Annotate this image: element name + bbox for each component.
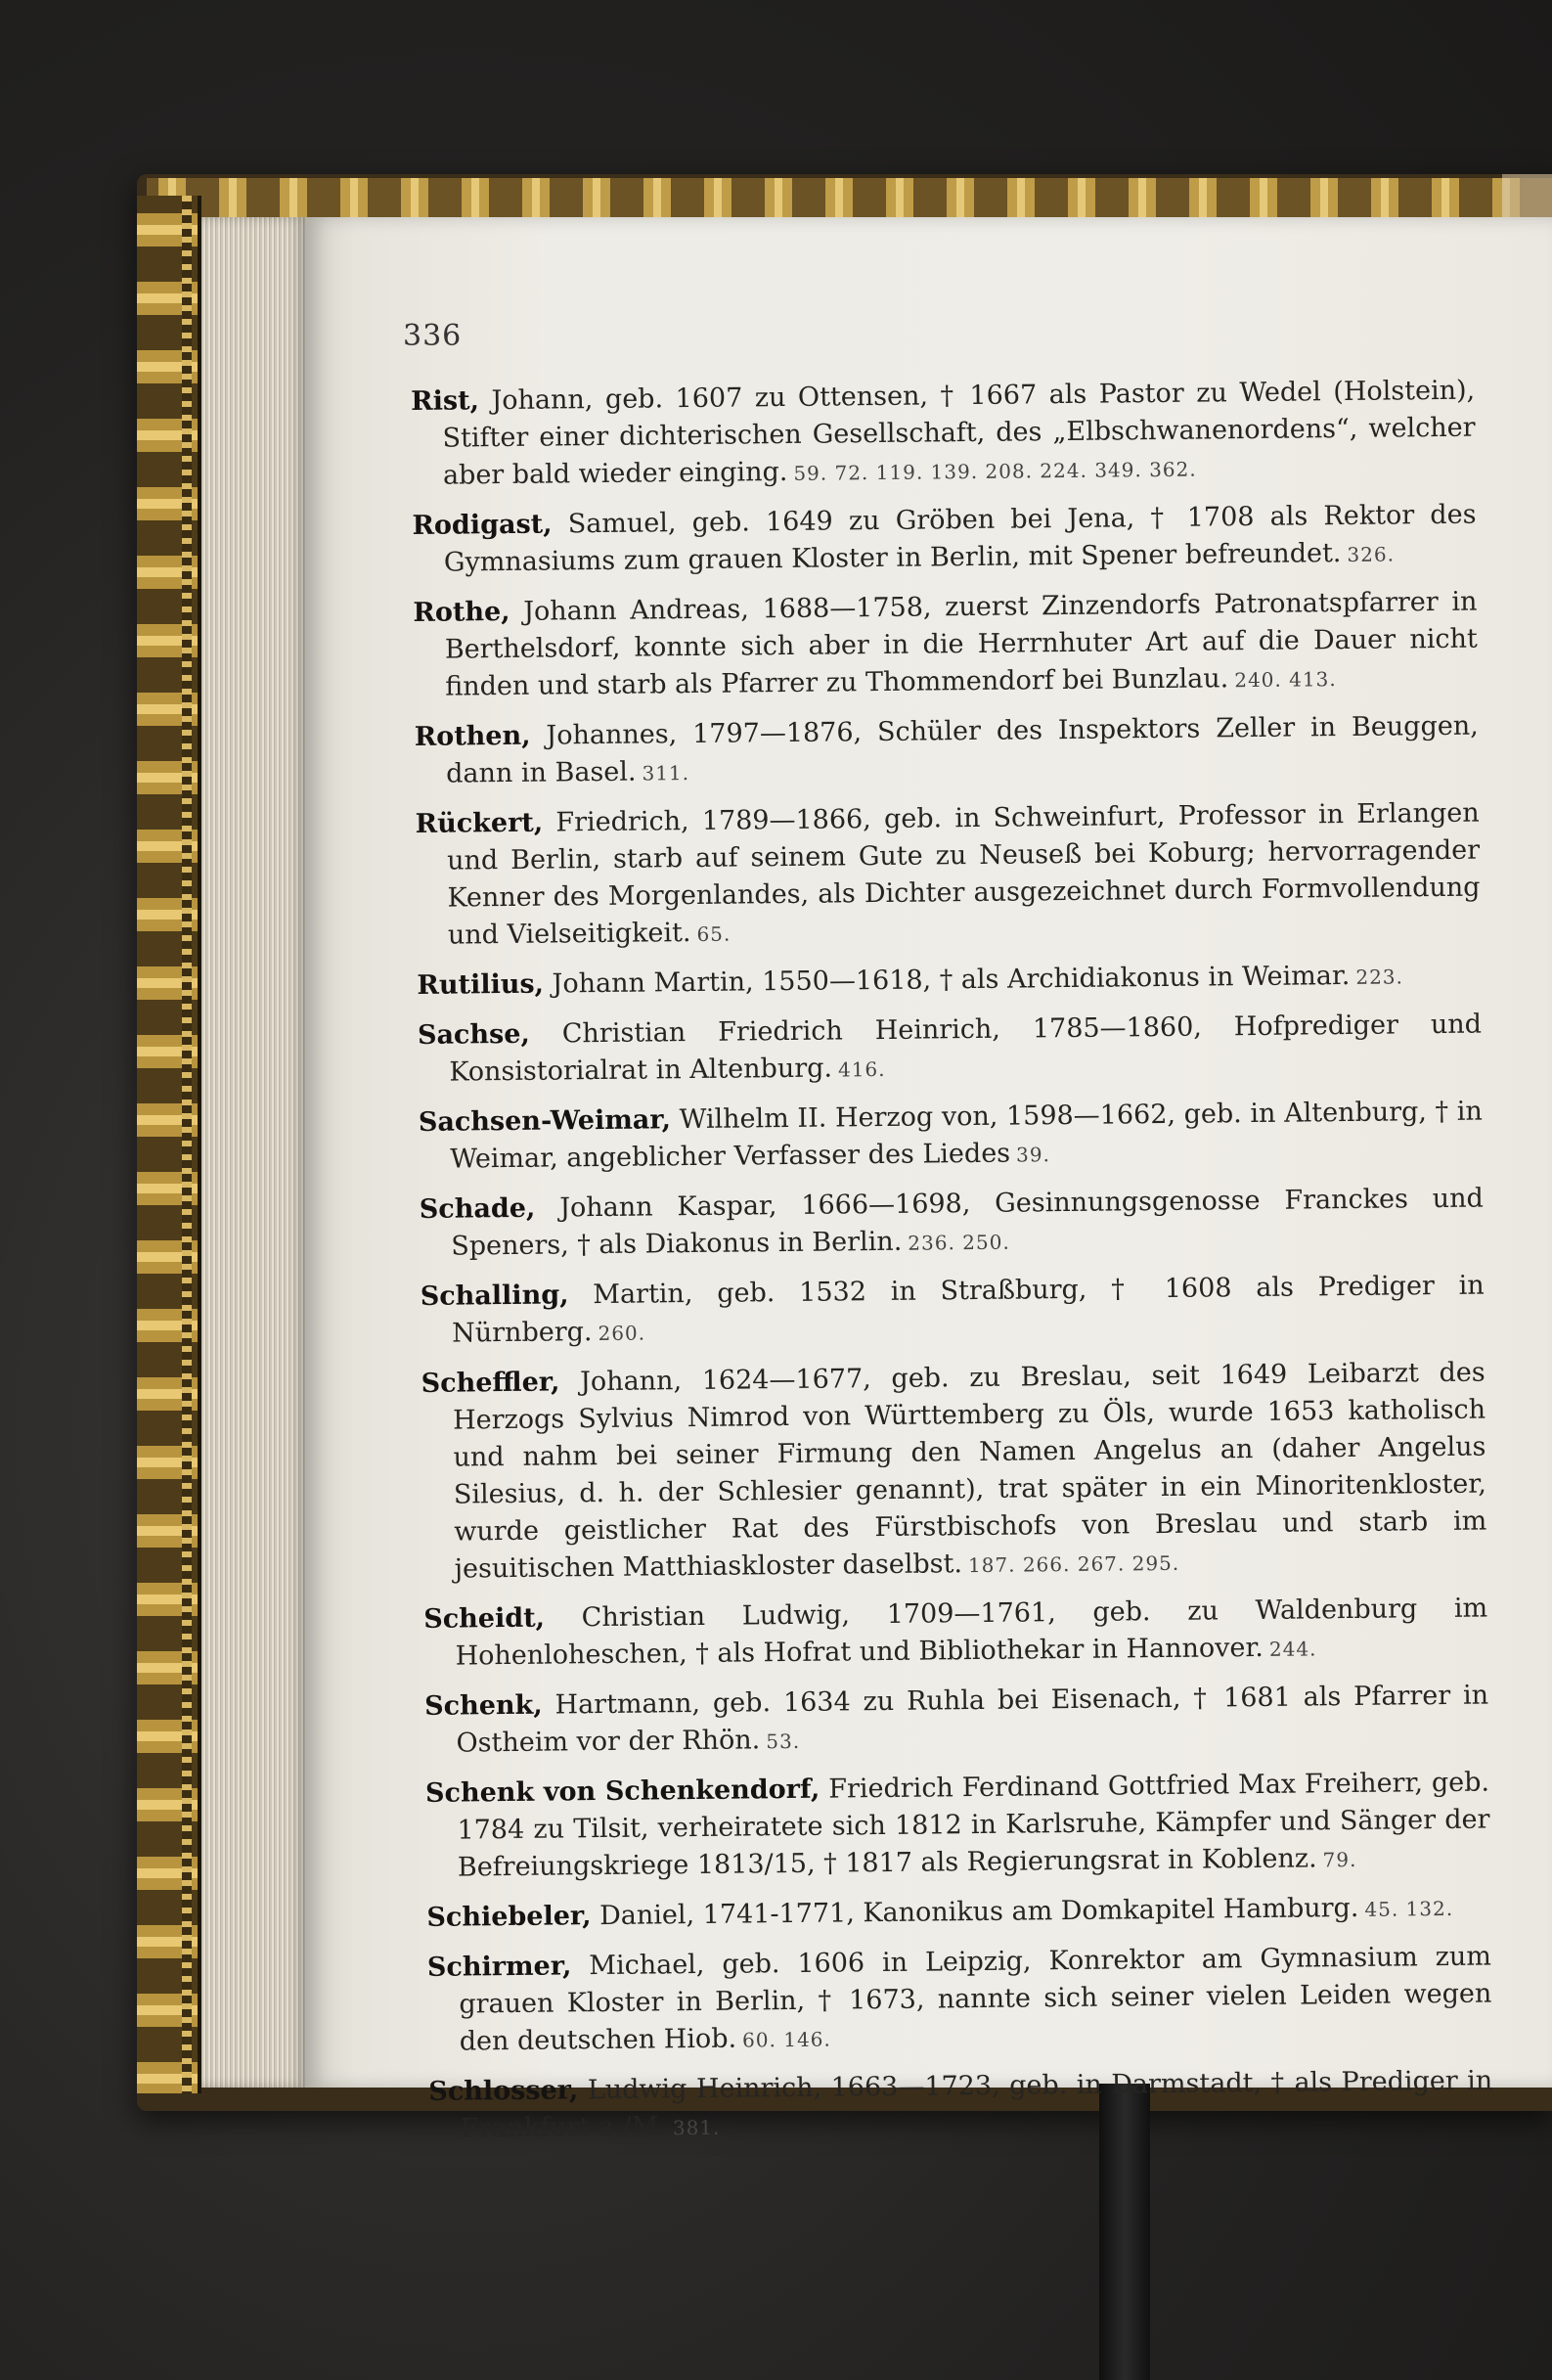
entry-text: Friedrich Ferdinand Gottfried Max Freiherr, geb. 1784 zu Tilsit, verheiratete sich 1812 in Karlsruhe, Kämpfer und Sänger der Befreiungskriege 1813/15, † 1817 als Regierungsrat in Koblenz. [457,1767,1490,1883]
entry [416,795,1482,956]
entry-name: Sachsen-Weimar, [418,1104,672,1138]
entry [423,1591,1488,1677]
entry-text: Johann, geb. 1607 zu Ottensen, † 1667 als Pastor zu Wedel (Holstein), Stifter einer dichterischen Gesellschaft, des „Elbschwanenordens“, welcher aber bald wieder einging. [442,375,1476,491]
entry [415,708,1480,794]
entry-refs: 381. [672,2115,721,2140]
entry [421,1355,1487,1590]
entry [425,1765,1490,1888]
entry-refs: 45. 132. [1364,1896,1454,1921]
entry-refs: 416. [837,1056,886,1082]
entry [420,1181,1485,1267]
entry-text: Friedrich, 1789—1866, geb. in Schweinfurt, Professor in Erlangen und Berlin, starb auf seinem Gute zu Neuseß bei Koburg; hervorragender Kenner des Morgenlandes, als Dichter ausgezeichnet durch Formvollendung und Vielseitigkeit. [446,797,1481,951]
entry-refs: 240. 413. [1234,667,1337,693]
entry-refs: 187. 266. 267. 295. [967,1550,1180,1578]
entry-text: Martin, geb. 1532 in Straßburg, † 1608 als Prediger in Nürnberg. [452,1270,1485,1349]
entry-refs: 311. [642,761,690,786]
entry [427,1939,1492,2062]
entry-refs: 65. [696,921,732,946]
entry-name: Rückert, [415,807,544,839]
entry-text: Johann Martin, 1550—1618, † als Archidiakonus in Weimar. [543,960,1351,1000]
entry [411,373,1476,496]
entry-text: Ludwig Heinrich, 1663—1723, geb. in Darmstadt, † als Prediger in Frankfurt a./M. [460,2065,1493,2144]
entry-name: Schade, [419,1192,536,1225]
entry-refs: 236. 250. [908,1230,1010,1255]
entry-text: Johann Andreas, 1688—1758, zuerst Zinzendorfs Patronatspfarrer in Berthelsdorf, konnte sich aber in die Herrnhuter Art auf die Dauer nicht finden und starb als Pfarrer zu Thommendorf bei Bunzlau. [444,586,1478,702]
entry-name: Rutilius, [417,968,545,1001]
entry-name: Schenk von Schenkendorf, [424,1774,820,1809]
entry-name: Rothe, [413,596,510,628]
entry-name: Scheidt, [423,1602,546,1635]
entry-text: Samuel, geb. 1649 zu Gröben bei Jena, † 1708 als Rektor des Gymnasiums zum grauen Kloster in Berlin, mit Spener befreundet. [443,499,1477,578]
entry-name: Rodigast, [412,509,553,541]
entry-refs: 79. [1322,1847,1357,1872]
entry-text: Johann, 1624—1677, geb. zu Breslau, seit 1649 Leibarzt des Herzogs Sylvius Nimrod von Württemberg zu Öls, wurde 1653 katholisch und nahm bei seiner Firmung den Namen Angelus an (daher Angelus Silesius, d. h. der Schlesier genannt), trat später in ein Minoritenkloster, wurde geistlicher Rat des Fürstbischofs von Breslau und starb im jesuitischen Matthiaskloster daselbst. [452,1357,1487,1585]
entry-refs: 39. [1015,1143,1051,1167]
entry-text: Johannes, 1797—1876, Schüler des Inspektors Zeller in Beuggen, dann in Basel. [446,710,1479,789]
gilt-spine-border [137,196,201,2093]
page-number: 336 [403,319,463,353]
entry-refs: 59. 72. 119. 139. 208. 224. 349. 362. [793,457,1197,485]
entry-name: Schenk, [424,1689,543,1722]
entry [418,1007,1483,1093]
entry [419,1094,1484,1180]
entry-name: Schirmer, [426,1951,572,1983]
entry-text: Johann Kaspar, 1666—1698, Gesinnungsgenosse Franckes und Speners, † als Diakonus in Berlin. [451,1183,1484,1262]
entry-name: Rothen, [414,720,531,752]
entry [426,1889,1490,1938]
entry [412,497,1477,583]
entry-refs: 53. [766,1729,801,1754]
page-edges [201,217,307,2088]
entry-list [411,373,1493,2161]
entry-text: Christian Friedrich Heinrich, 1785—1860, Hofprediger und Konsistorialrat in Altenburg. [449,1009,1483,1088]
entry-name: Schiebeler, [426,1901,592,1933]
entry-refs: 260. [598,1321,646,1346]
entry [428,2063,1493,2149]
entry-text: Wilhelm II. Herzog von, 1598—1662, geb. in Altenburg, † in Weimar, angeblicher Verfasser des Liedes [450,1096,1484,1175]
entry [417,957,1481,1006]
entry-name: Sachse, [417,1018,530,1051]
gilt-top-border [147,178,1552,220]
entry-name: Scheffler, [421,1367,560,1399]
entry-refs: 223. [1355,965,1404,989]
entry-name: Schalling, [420,1280,569,1312]
entry-refs: 326. [1347,542,1396,566]
entry-name: Schlosser, [428,2075,579,2107]
entry-name: Rist, [411,385,480,417]
entry-refs: 60. 146. [741,2027,831,2052]
entry-text: Hartmann, geb. 1634 zu Ruhla bei Eisenach, † 1681 als Pfarrer in Ostheim vor der Rhön. [456,1680,1489,1759]
entry-text: Christian Ludwig, 1709—1761, geb. zu Waldenburg im Hohenloheschen, † als Hofrat und Bibliothekar in Hannover. [455,1593,1488,1672]
entry [421,1268,1485,1354]
entry-text: Daniel, 1741-1771, Kanonikus am Domkapitel Hamburg. [591,1892,1359,1932]
entry-text: Michael, geb. 1606 in Leipzig, Konrektor am Gymnasium zum grauen Kloster in Berlin, † 1673, nannte sich seiner vielen Leiden wegen den deutschen Hiob. [459,1941,1492,2057]
entry [424,1678,1489,1764]
entry-refs: 244. [1268,1637,1317,1661]
entry [413,584,1478,707]
